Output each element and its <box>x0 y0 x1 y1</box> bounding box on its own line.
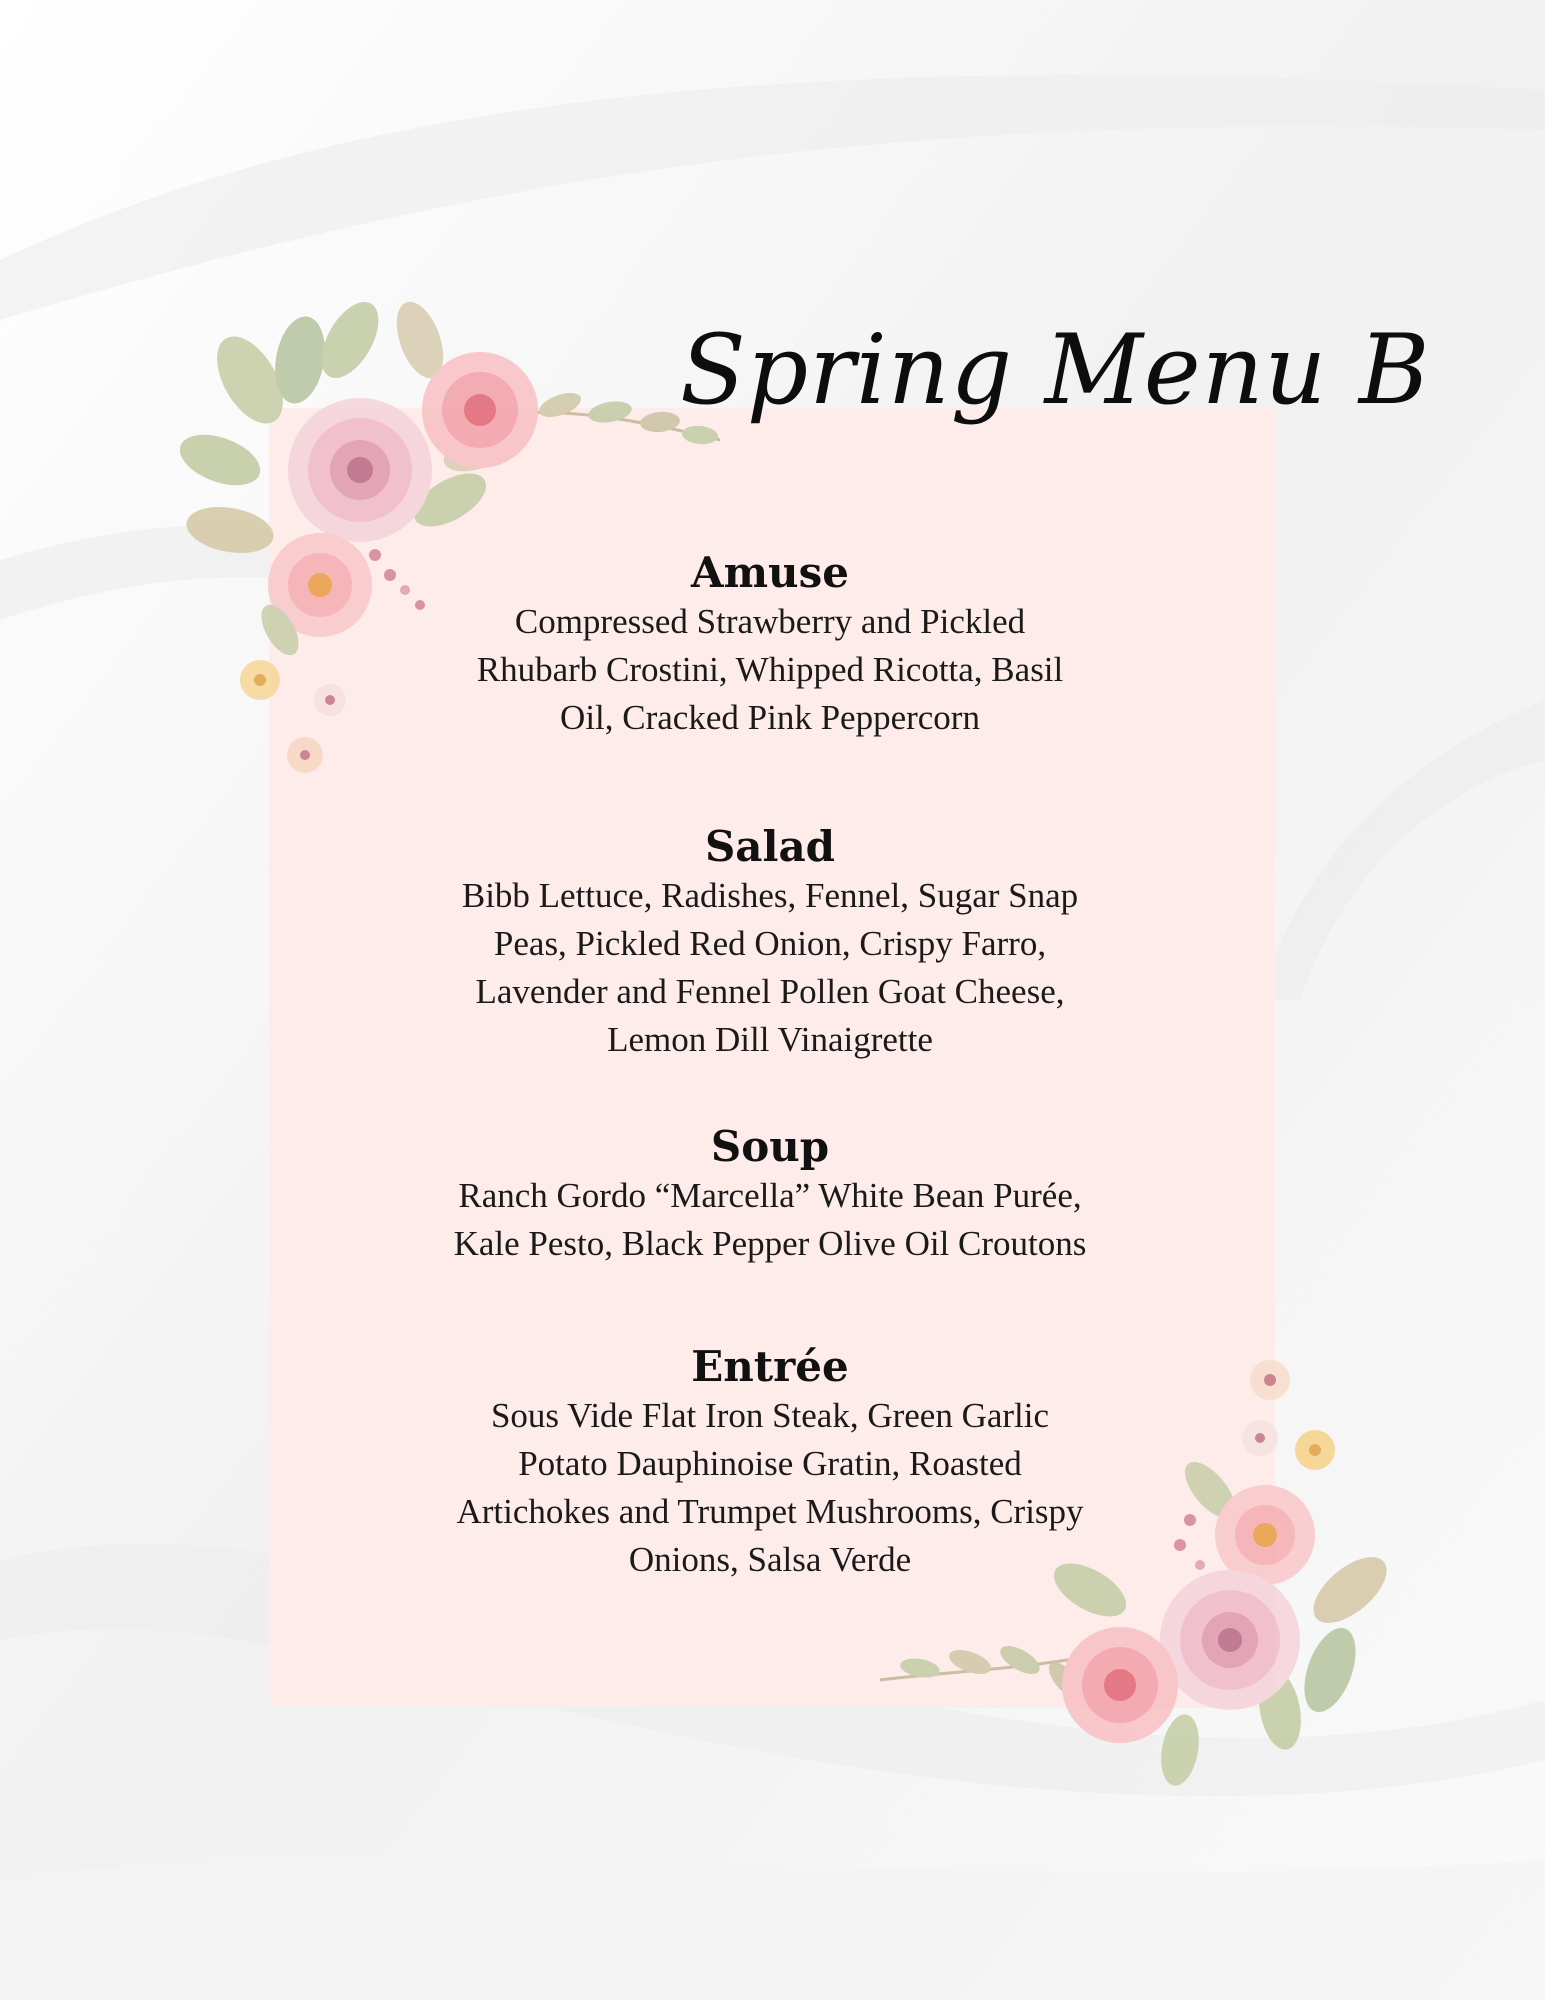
section-line: Artichokes and Trumpet Mushrooms, Crispy <box>456 1492 1084 1531</box>
section-amuse <box>380 548 1160 742</box>
section-line: Kale Pesto, Black Pepper Olive Oil Croutons <box>453 1224 1087 1263</box>
section-entree <box>380 1342 1160 1584</box>
menu-title: Spring Menu B <box>680 314 1431 426</box>
section-line: Bibb Lettuce, Radishes, Fennel, Sugar Snap <box>461 876 1079 915</box>
section-line: Rhubarb Crostini, Whipped Ricotta, Basil <box>476 650 1064 689</box>
section-line: Potato Dauphinoise Gratin, Roasted <box>518 1444 1022 1483</box>
section-heading-salad: Salad <box>704 822 836 871</box>
section-heading-soup: Soup <box>710 1122 830 1171</box>
section-soup <box>380 1122 1160 1268</box>
section-line: Compressed Strawberry and Pickled <box>514 602 1026 641</box>
section-heading-entree: Entrée <box>691 1342 849 1391</box>
section-line: Oil, Cracked Pink Peppercorn <box>560 698 980 737</box>
section-line: Lavender and Fennel Pollen Goat Cheese, <box>475 972 1065 1011</box>
section-line: Sous Vide Flat Iron Steak, Green Garlic <box>490 1396 1050 1435</box>
section-salad <box>380 822 1160 1064</box>
section-heading-amuse: Amuse <box>691 548 849 597</box>
section-line: Ranch Gordo “Marcella” White Bean Purée, <box>458 1176 1082 1215</box>
section-line: Lemon Dill Vinaigrette <box>607 1020 933 1059</box>
section-line: Peas, Pickled Red Onion, Crispy Farro, <box>493 924 1047 963</box>
section-line: Onions, Salsa Verde <box>628 1540 912 1579</box>
